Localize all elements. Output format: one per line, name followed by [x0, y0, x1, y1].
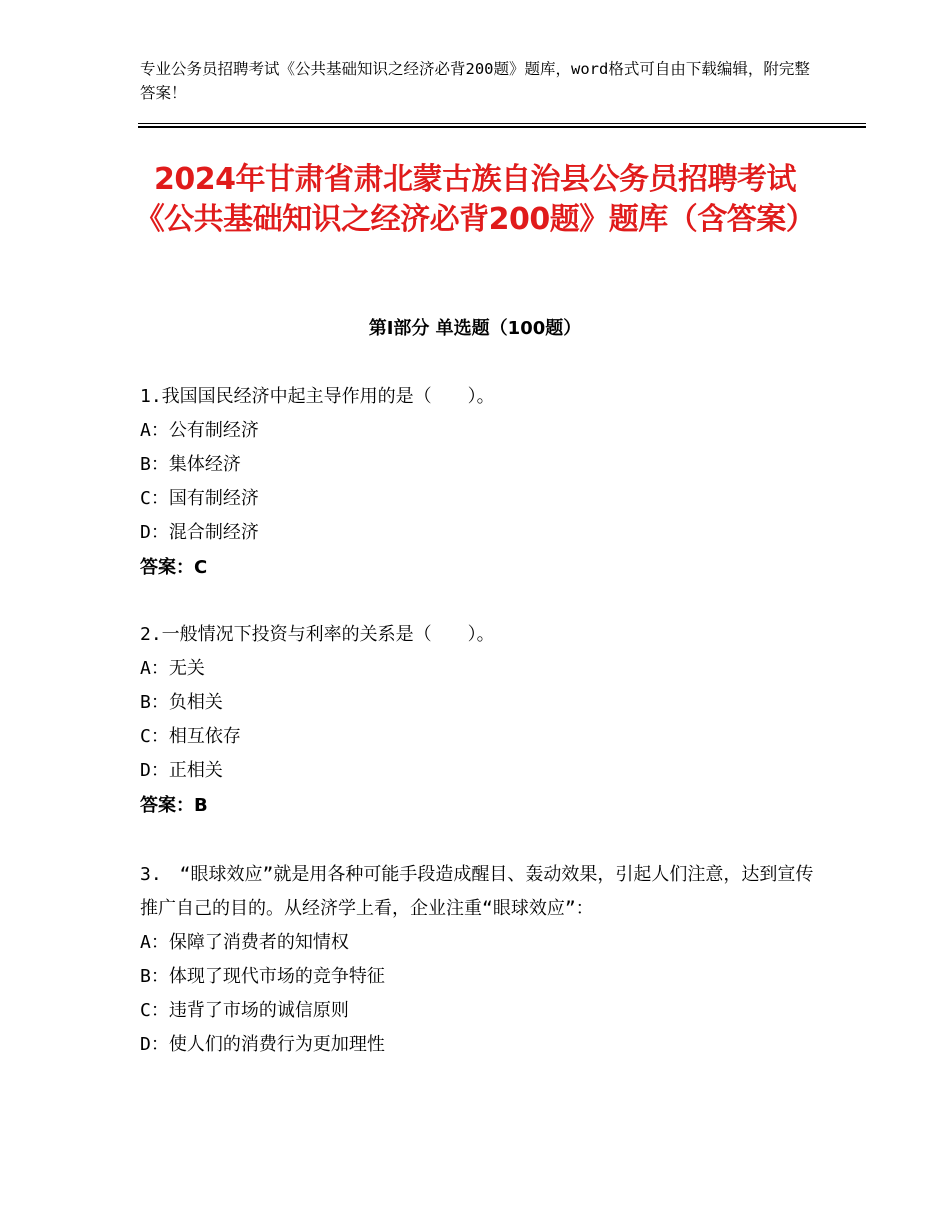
question-stem: 2.一般情况下投资与利率的关系是（ ）。: [140, 624, 495, 645]
header-note: 专业公务员招聘考试《公共基础知识之经济必背200题》题库，word格式可自由下载编辑，附完整答案！: [140, 60, 810, 102]
section-title: 第Ⅰ部分 单选题（100题）: [368, 318, 582, 339]
option-d: D：混合制经济: [140, 522, 259, 543]
answer: 答案：C: [140, 557, 208, 578]
question-3: [140, 858, 820, 1062]
option-a: A：无关: [140, 658, 205, 679]
option-b: B：负相关: [140, 692, 223, 713]
question-stem: 3. “眼球效应”就是用各种可能手段造成醒目、轰动效果，引起人们注意，达到宣传推广自己的目的。从经济学上看，企业注重“眼球效应”：: [140, 864, 814, 919]
header-rule-thick: [138, 126, 866, 128]
option-c: C：相互依存: [140, 726, 241, 747]
answer: 答案：B: [140, 795, 208, 816]
option-c: C：违背了市场的诚信原则: [140, 1000, 349, 1021]
option-b: B：体现了现代市场的竞争特征: [140, 966, 385, 987]
document-title: 2024年甘肃省肃北蒙古族自治县公务员招聘考试《公共基础知识之经济必背200题》题库（含答案）: [134, 162, 816, 237]
question-1: [140, 380, 820, 586]
option-d: D：使人们的消费行为更加理性: [140, 1034, 385, 1055]
header-rule-thin: [138, 123, 866, 124]
option-d: D：正相关: [140, 760, 223, 781]
question-2: [140, 618, 820, 824]
question-stem: 1.我国国民经济中起主导作用的是（ ）。: [140, 386, 495, 407]
option-c: C：国有制经济: [140, 488, 259, 509]
option-a: A：保障了消费者的知情权: [140, 932, 349, 953]
option-b: B：集体经济: [140, 454, 241, 475]
option-a: A：公有制经济: [140, 420, 259, 441]
